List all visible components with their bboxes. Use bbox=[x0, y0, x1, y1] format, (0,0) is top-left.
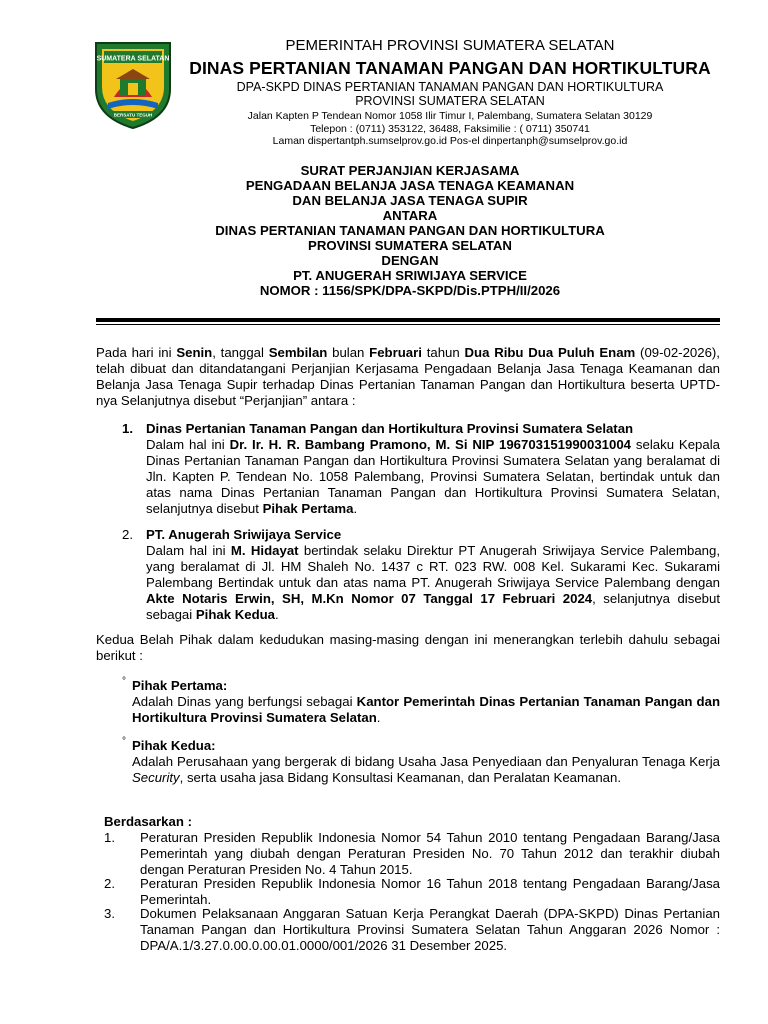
title-line-4: ANTARA bbox=[382, 208, 438, 223]
basis-item bbox=[104, 830, 720, 878]
dpa-line: DPA-SKPD DINAS PERTANIAN TANAMAN PANGAN DAN HORTIKULTURA bbox=[236, 79, 664, 94]
intro-paragraph: Pada hari ini Senin, tanggal Sembilan bulan Februari tahun Dua Ribu Dua Puluh Enam (09-02-2026), telah dibuat dan ditandatangani Perjanjian Kerjasama Pengadaan Belanja Jasa Tenaga Keamanan dan Belanja Jasa Tenaga Supir terhadap Dinas Pertanian Tanaman Pangan dan Hortikultura beserta UPTD-nya Selanjutnya disebut “Perjanjian” antara : bbox=[96, 345, 720, 408]
basis-number: 1. bbox=[104, 830, 115, 845]
web-line: Laman dispertantph.sumselprov.go.id Pos-el dinpertanph@sumselprov.go.id bbox=[272, 135, 628, 148]
party-role: Pihak Pertama bbox=[262, 501, 354, 516]
bullet-item-2: ° Pihak Kedua: Adalah Perusahaan yang bergerak di bidang Usaha Jasa Penyediaan dan Penyaluran Tenaga Kerja Security, serta usaha jasa Bidang Konsultasi Keamanan, dan Peralatan Keamanan. bbox=[122, 736, 720, 785]
month-name: Februari bbox=[369, 345, 422, 360]
title-line-7: DENGAN bbox=[381, 253, 439, 268]
basis-item bbox=[104, 876, 720, 908]
svg-text:BERSATU TEGUH: BERSATU TEGUH bbox=[113, 112, 153, 118]
bullet-mark: ° bbox=[122, 736, 126, 747]
party-name: PT. Anugerah Sriwijaya Service bbox=[146, 527, 342, 542]
statement-paragraph: Kedua Belah Pihak dalam kedudukan masing-masing dengan ini menerangkan terlebih dahulu sebagai berikut : bbox=[96, 632, 720, 663]
basis-item bbox=[104, 906, 720, 954]
bullet-bold-text: Kantor Pemerintah Dinas Pertanian Tanaman Pangan dan Hortikultura Provinsi Sumatera Selatan bbox=[132, 694, 720, 725]
agreement-number: NOMOR : 1156/SPK/DPA-SKPD/Dis.PTPH/II/2026 bbox=[259, 283, 561, 298]
letterhead bbox=[180, 36, 720, 148]
title-line-8: PT. ANUGERAH SRIWIJAYA SERVICE bbox=[293, 268, 527, 283]
year-words: Dua Ribu Dua Puluh Enam bbox=[464, 345, 636, 360]
bullet-title: Pihak Pertama: bbox=[132, 678, 228, 693]
basis-number: 2. bbox=[104, 876, 115, 891]
agreement-title bbox=[100, 163, 720, 298]
security-term: Security bbox=[132, 770, 180, 785]
svg-text:SUMATERA SELATAN: SUMATERA SELATAN bbox=[96, 55, 170, 63]
divider-thick bbox=[96, 318, 720, 322]
province-line: PROVINSI SUMATERA SELATAN bbox=[355, 93, 545, 108]
party-item-1: 1. Dinas Pertanian Tanaman Pangan dan Hortikultura Provinsi Sumatera Selatan Dalam hal ini Dr. Ir. H. R. Bambang Pramono, M. Si NIP 196703151990031004 selaku Kepala Dinas Pertanian Tanaman Pangan dan Hortikultura Provinsi Sumatera Selatan yang beralamat di Jln. Kapten P. Tendean No. 1058 Palembang, Provinsi Sumatera Selatan, bertindak untuk dan atas nama Dinas Pertanian Tanaman Pangan dan Hortikultura Provinsi Sumatera Selatan, selanjutnya disebut Pihak Pertama. bbox=[122, 421, 720, 516]
notary-deed: Akte Notaris Erwin, SH, M.Kn Nomor 07 Tanggal 17 Februari 2024 bbox=[146, 591, 593, 606]
government-name: PEMERINTAH PROVINSI SUMATERA SELATAN bbox=[285, 37, 615, 54]
title-line-3: DAN BELANJA JASA TENAGA SUPIR bbox=[292, 193, 528, 208]
party-number: 1. bbox=[122, 421, 133, 436]
address-line: Jalan Kapten P Tendean Nomor 1058 Ilir Timur I, Palembang, Sumatera Selatan 30129 bbox=[247, 110, 653, 123]
basis-text: Peraturan Presiden Republik Indonesia Nomor 54 Tahun 2010 tentang Pengadaan Barang/Jasa Pemerintah yang diubah dengan Peraturan Presiden No. 70 Tahun 2012 dan terakhir diubah dengan Peraturan Presiden No. 4 Tahun 2015. bbox=[140, 830, 720, 877]
bullet-item-1: ° Pihak Pertama: Adalah Dinas yang berfungsi sebagai Kantor Pemerintah Dinas Pertanian Tanaman Pangan dan Hortikultura Provinsi Sumatera Selatan. bbox=[122, 676, 720, 725]
provincial-emblem-logo bbox=[90, 37, 176, 131]
basis-text: Dokumen Pelaksanaan Anggaran Satuan Kerja Perangkat Daerah (DPA-SKPD) Dinas Pertanian Tanaman Pangan dan Hortikultura Provinsi Sumatera Selatan Tahun Anggaran 2026 Nomor : DPA/A.1/3.27.0.00.0.00.01.0000/001/2026 31 Desember 2025. bbox=[140, 906, 720, 953]
title-line-6: PROVINSI SUMATERA SELATAN bbox=[308, 238, 512, 253]
phone-line: Telepon : (0711) 353122, 36488, Faksimilie : ( 0711) 350741 bbox=[310, 122, 590, 135]
bullet-title: Pihak Kedua: bbox=[132, 738, 216, 753]
basis-text: Peraturan Presiden Republik Indonesia Nomor 16 Tahun 2018 tentang Pengadaan Barang/Jasa Pemerintah. bbox=[140, 876, 720, 907]
party-official: Dr. Ir. H. R. Bambang Pramono, M. Si NIP 196703151990031004 bbox=[229, 437, 632, 452]
title-line-2: PENGADAAN BELANJA JASA TENAGA KEAMANAN bbox=[245, 178, 575, 193]
day-name: Senin bbox=[176, 345, 213, 360]
party-role: Pihak Kedua bbox=[195, 607, 276, 622]
party-number: 2. bbox=[122, 527, 133, 542]
bullet-mark: ° bbox=[122, 676, 126, 687]
party-official: M. Hidayat bbox=[230, 543, 299, 558]
date-word: Sembilan bbox=[268, 345, 328, 360]
agency-name: DINAS PERTANIAN TANAMAN PANGAN DAN HORTIKULTURA bbox=[189, 57, 711, 78]
title-line-1: SURAT PERJANJIAN KERJASAMA bbox=[300, 163, 520, 178]
divider-thin bbox=[96, 324, 720, 325]
party-item-2: 2. PT. Anugerah Sriwijaya Service Dalam hal ini M. Hidayat bertindak selaku Direktur PT Anugerah Sriwijaya Service Palembang, yang beralamat di Jl. HM Shaleh No. 1437 c RT. 023 RW. 008 Kel. Sukarami Kec. Sukarami Palembang Bertindak untuk dan atas nama PT. Anugerah Sriwijaya Service Palembang dengan Akte Notaris Erwin, SH, M.Kn Nomor 07 Tanggal 17 Februari 2024, selanjutnya disebut sebagai Pihak Kedua. bbox=[122, 527, 720, 622]
basis-number: 3. bbox=[104, 906, 115, 921]
title-line-5: DINAS PERTANIAN TANAMAN PANGAN DAN HORTIKULTURA bbox=[215, 223, 605, 238]
party-name: Dinas Pertanian Tanaman Pangan dan Hortikultura Provinsi Sumatera Selatan bbox=[146, 421, 634, 436]
basis-heading: Berdasarkan : bbox=[104, 814, 192, 829]
